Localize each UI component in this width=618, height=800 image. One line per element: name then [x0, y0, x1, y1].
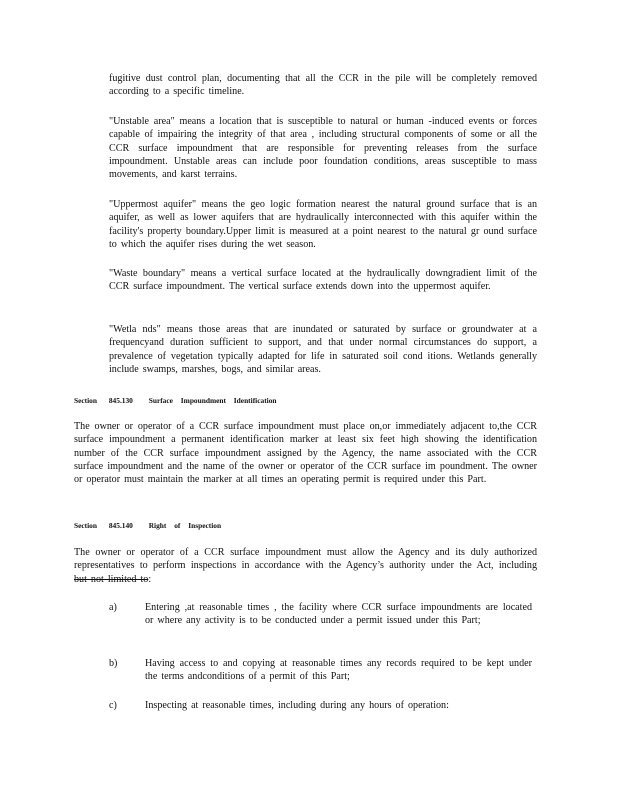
section-number: 845.140: [108, 521, 133, 530]
section-number: 845.130: [108, 396, 133, 405]
section-word: Section: [74, 521, 97, 530]
list-item-label: a): [109, 602, 117, 613]
section-title: Surface Impoundment Identification: [148, 396, 277, 405]
paragraph-uppermost-aquifer: "Uppermost aquifer" means the geo logic formation nearest the natural ground surface that is an aquifer, as well as lower aquifers that are hydraulically interconnected with this aquifer within the facility's property boundary.Upper limit is measured at a point nearest to the natural gr ound surface to which the aquifer rises during the wet season.: [109, 199, 537, 250]
paragraph-waste-boundary: "Waste boundary" means a vertical surface located at the hydraulically downgradient limit of the CCR surface impoundment. The vertical surface extends down into the uppermost aquifer.: [109, 268, 537, 293]
struck-text: but not limited to: [74, 573, 149, 585]
section-word: Section: [74, 396, 97, 405]
paragraph-wetlands: "Wetla nds" means those areas that are inundated or saturated by surface or groundwater at a frequencyand duration sufficient to support, and that under normal circumstances do support, a prevalence of vegetation typically adapted for life in saturated soil cond itions. Wetlands generally include swamps, marshes, bogs, and similar areas.: [109, 324, 537, 375]
list-item-label: c): [109, 700, 117, 711]
paragraph-impoundment-identification: The owner or operator of a CCR surface impoundment must place on,or immediately adjacent to,the CCR surface impoundment a permanent identification marker at least six feet high showing the identification number of the CCR surface impoundment assigned by the Agency, the name associated with the CCR surface impoundment and the name of the owner or operator of the CCR surface im poundment. The owner or operator must maintain the marker at all times an operating permit is required under this Part.: [74, 421, 537, 486]
inspection-text: The owner or operator of a CCR surface impoundment must allow the Agency and its duly authorized representatives to perform inspections in accordance with the Agency’s authority under the Act, including: [74, 547, 537, 572]
section-heading-845-130: [74, 396, 277, 405]
paragraph-unstable-area: "Unstable area" means a location that is susceptible to natural or human -induced events or forces capable of impairing the integrity of that area , including structural components of some or all the CCR surface impoundment that are responsible for preventing releases from the surface impoundment. Unstable areas can include poor foundation conditions, areas susceptible to mass movements, and karst terrains.: [109, 116, 537, 181]
section-heading-845-140: [74, 521, 221, 530]
section-title: Right of Inspection: [148, 521, 222, 530]
paragraph-fugitive-dust: fugitive dust control plan, documenting that all the CCR in the pile will be completely removed according to a specific timeline.: [109, 73, 537, 98]
paragraph-right-of-inspection: [74, 546, 537, 586]
list-item-text: Inspecting at reasonable times, including during any hours of operation:: [145, 700, 449, 711]
inspection-text-end: :: [148, 573, 152, 585]
list-item-label: b): [109, 658, 118, 669]
list-item-text: Having access to and copying at reasonable times any records required to be kept under the terms andconditions of a permit of this Part;: [145, 658, 532, 683]
list-item-text: Entering ,at reasonable times , the facility where CCR surface impoundments are located or where any activity is to be conducted under a permit issued under this Part;: [145, 602, 532, 627]
